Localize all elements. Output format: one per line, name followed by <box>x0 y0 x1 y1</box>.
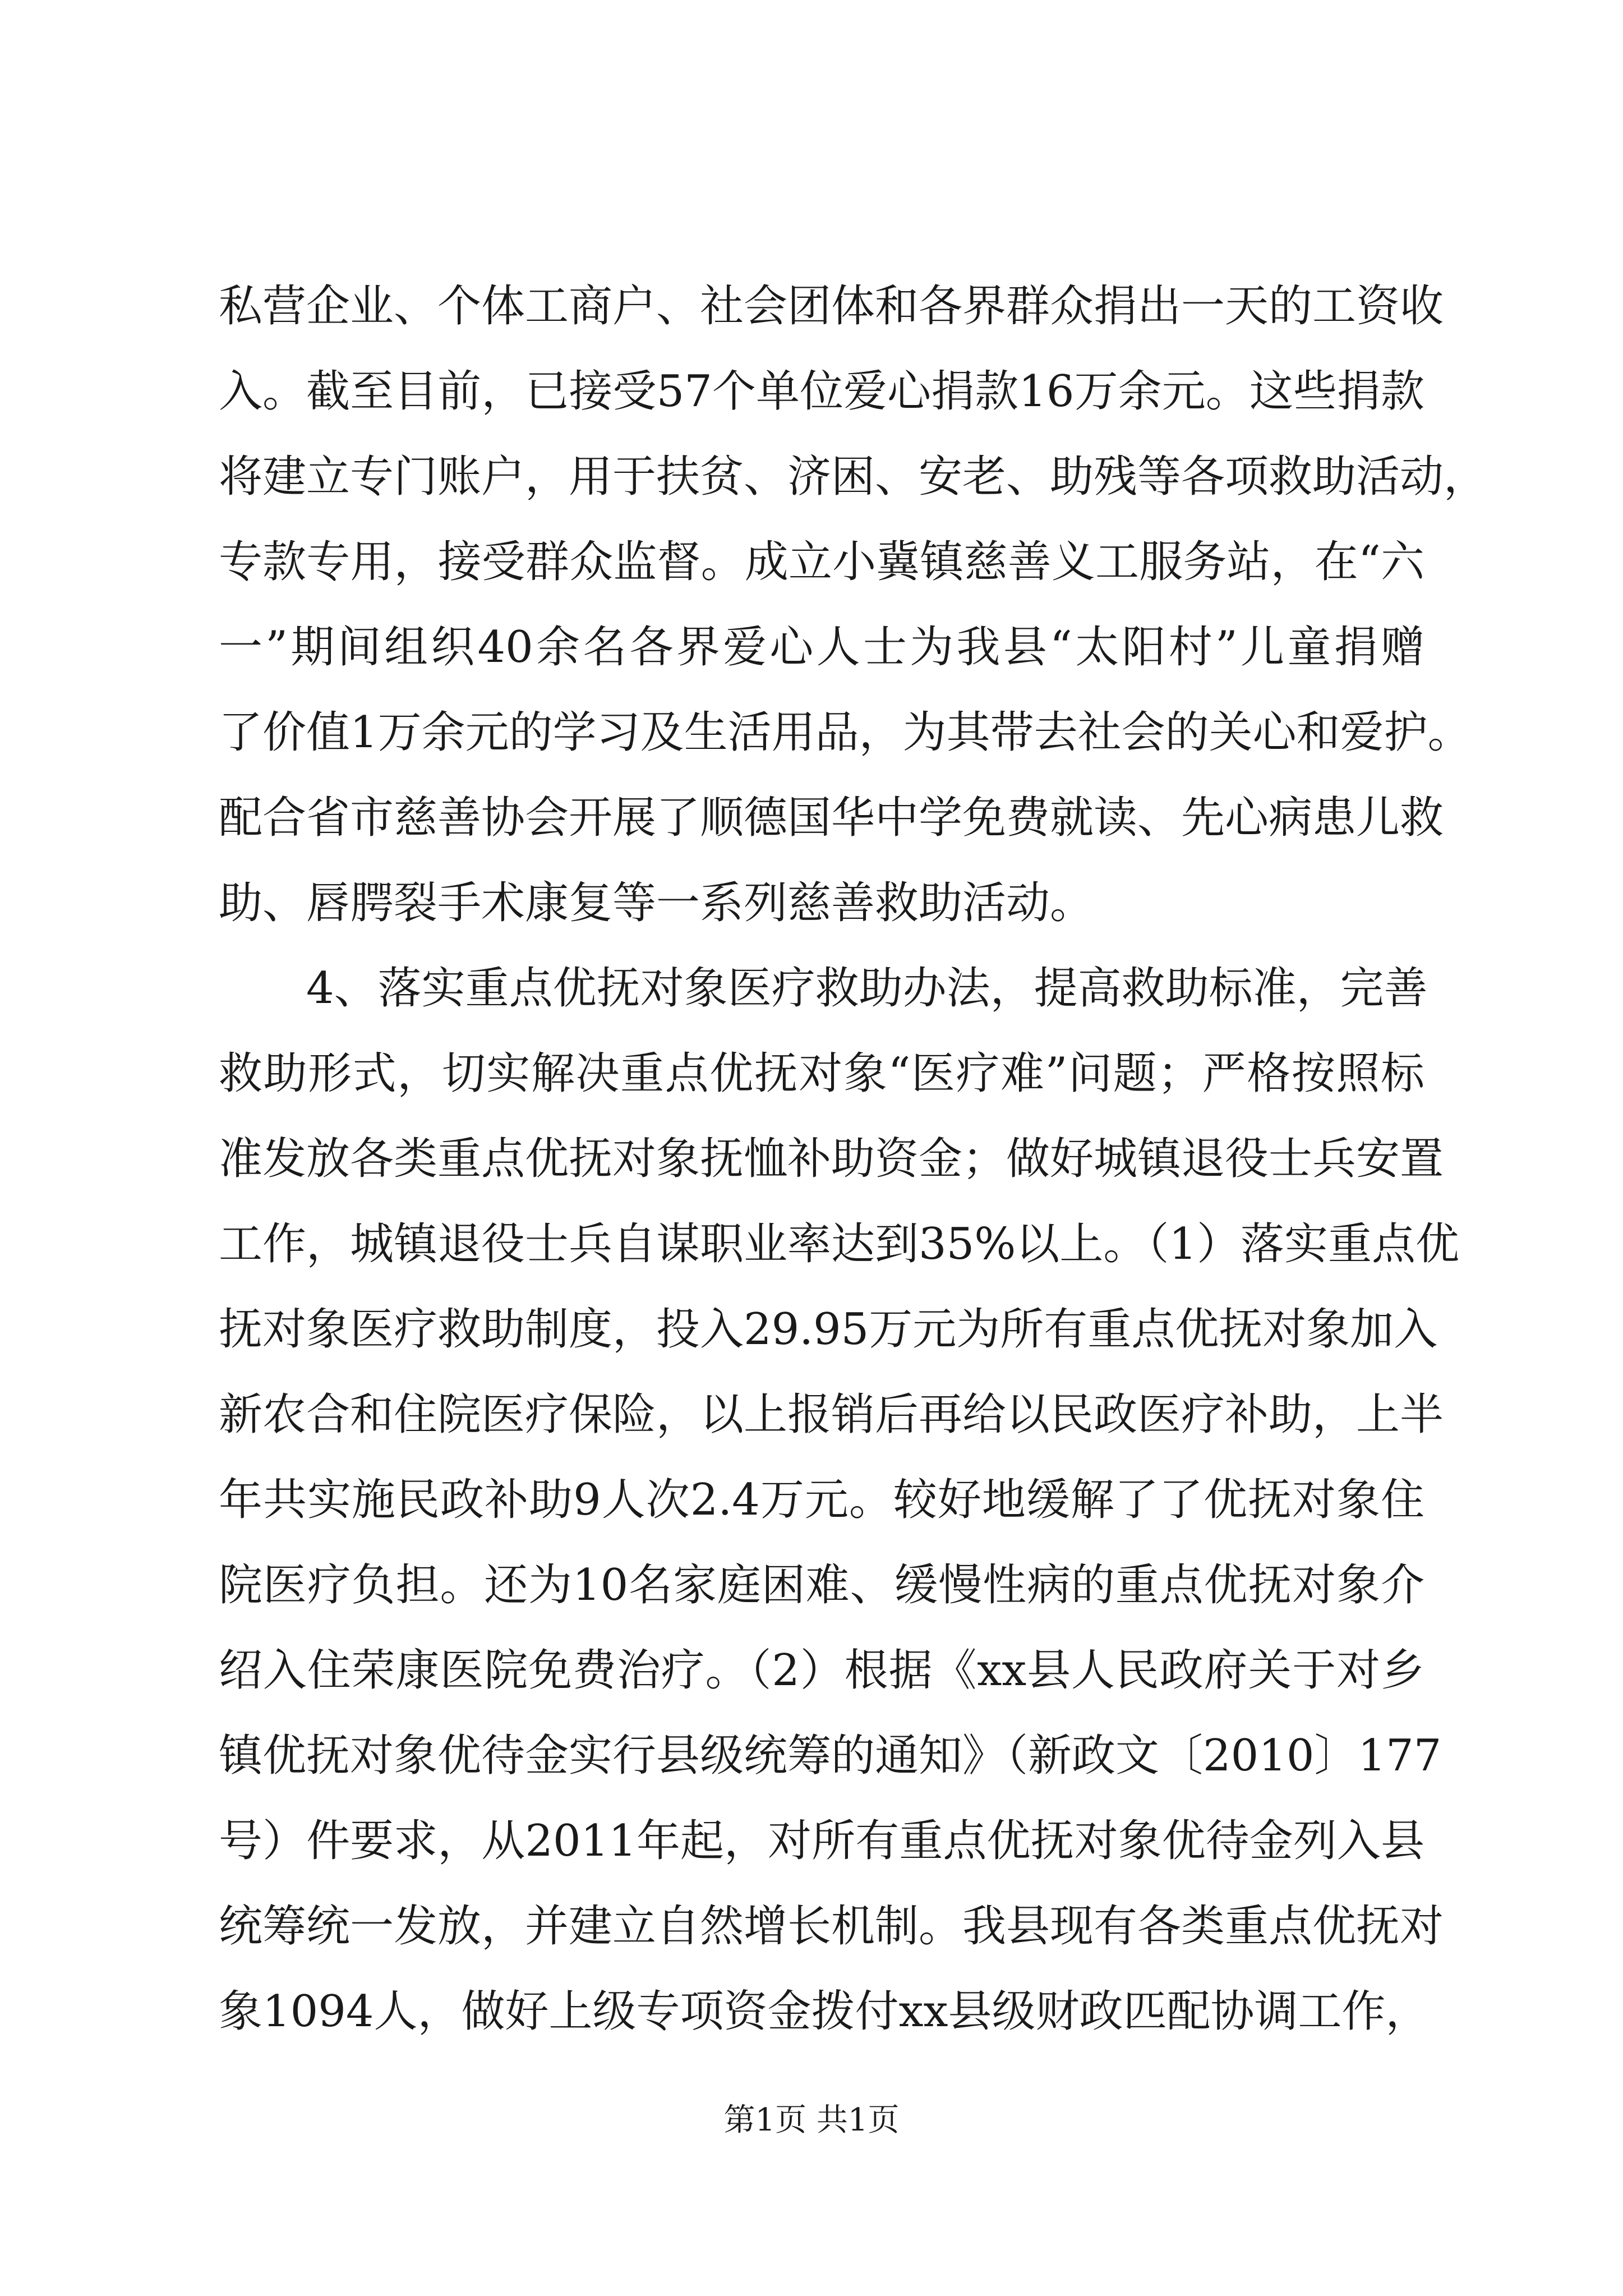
text-line: 统筹统一发放，并建立自然增长机制。我县现有各类重点优抚对 <box>219 1901 1444 1952</box>
page-footer <box>0 2098 1623 2143</box>
text-line: 绍入住荣康医院免费治疗。（2）根据《xx县人民政府关于对乡 <box>219 1645 1424 1696</box>
document-body <box>219 264 1488 2054</box>
text-line: 准发放各类重点优抚对象抚恤补助资金；做好城镇退役士兵安置 <box>219 1134 1444 1184</box>
text-line: 象1094人，做好上级专项资金拨付xx县级财政匹配协调工作， <box>219 1986 1430 2037</box>
text-line: 了价值1万余元的学习及生活用品，为其带去社会的关心和爱护。 <box>219 707 1472 758</box>
text-line: 工作，城镇退役士兵自谋职业率达到35%以上。（1）落实重点优 <box>219 1219 1459 1269</box>
text-line: 号）件要求，从2011年起，对所有重点优抚对象优待金列入县 <box>219 1816 1424 1866</box>
text-line: 年共实施民政补助9人次2.4万元。较好地缓解了了优抚对象住 <box>219 1475 1424 1525</box>
text-line: 救助形式，切实解决重点优抚对象“医疗难”问题；严格按照标 <box>219 1048 1424 1099</box>
text-line: 镇优抚对象优待金实行县级统筹的通知》（新政文〔2010〕177 <box>219 1731 1442 1781</box>
text-line: 入。截至目前，已接受57个单位爱心捐款16万余元。这些捐款 <box>219 366 1424 417</box>
text-line: 配合省市慈善协会开展了顺德国华中学免费就读、先心病患儿救 <box>219 793 1444 843</box>
text-line: 助、唇腭裂手术康复等一系列慈善救助活动。 <box>219 878 1094 928</box>
text-line: 抚对象医疗救助制度，投入29.95万元为所有重点优抚对象加入 <box>219 1304 1438 1355</box>
text-line: 将建立专门账户，用于扶贫、济困、安老、助残等各项救助活动， <box>219 452 1488 502</box>
page-number-label: 第1页 共1页 <box>723 2102 900 2138</box>
text-line: 新农合和住院医疗保险，以上报销后再给以民政医疗补助，上半 <box>219 1389 1444 1440</box>
text-line: 私营企业、个体工商户、社会团体和各界群众捐出一天的工资收 <box>219 281 1444 332</box>
text-line: 院医疗负担。还为10名家庭困难、缓慢性病的重点优抚对象介 <box>219 1560 1424 1611</box>
text-line: 专款专用，接受群众监督。成立小冀镇慈善义工服务站，在“六 <box>219 537 1424 587</box>
text-line: 一”期间组织40余名各界爱心人士为我县“太阳村”儿童捐赠 <box>219 622 1424 673</box>
paragraph-start-line: 4、落实重点优抚对象医疗救助办法，提高救助标准，完善 <box>306 963 1428 1014</box>
